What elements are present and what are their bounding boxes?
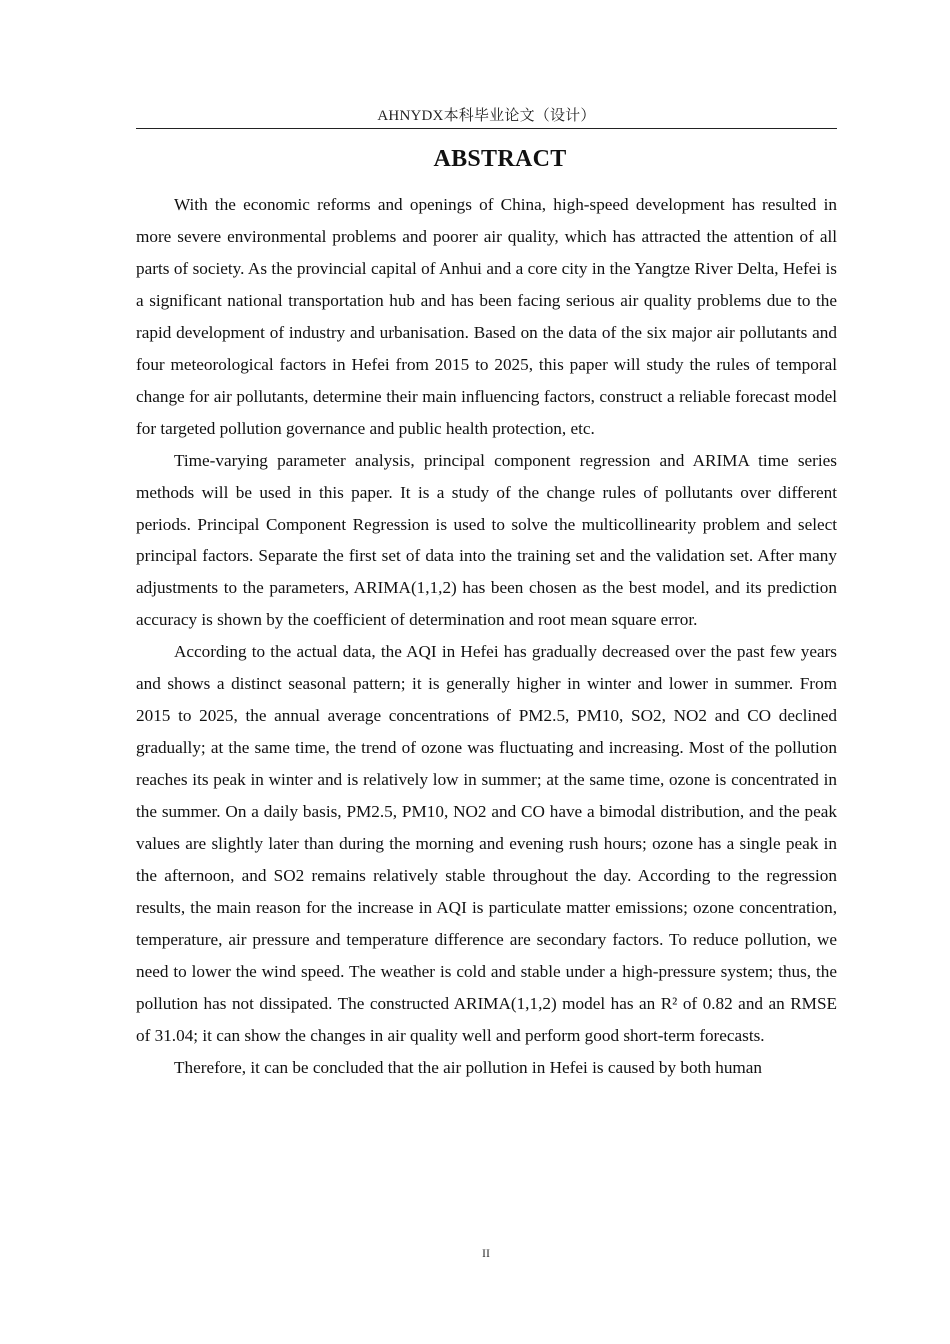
abstract-title: ABSTRACT <box>433 146 567 172</box>
abstract-paragraph-4: Therefore, it can be concluded that the air pollution in Hefei is caused by both human <box>174 1057 763 1077</box>
abstract-paragraph-2: Time-varying parameter analysis, principal component regression and ARIMA time series methods will be used in this paper. It is a study of the change rules of pollutants over different periods. Principal Component Regression is used to solve the multicollinearity problem and select principal factors. Separate the first set of data into the training set and the validation set. After many adjustments to the parameters, ARIMA(1,1,2) has been chosen as the best model, and its prediction accuracy is shown by the coefficient of determination and root mean square error. <box>136 450 837 630</box>
abstract-body <box>136 189 837 1084</box>
running-header: AHNYDX本科毕业论文（设计） <box>377 108 596 124</box>
header-rule <box>136 128 837 129</box>
page-number: II <box>482 1246 490 1260</box>
abstract-paragraph-1: With the economic reforms and openings of China, high-speed development has resulted in more severe environmental problems and poorer air quality, which has attracted the attention of all parts of society. As the provincial capital of Anhui and a core city in the Yangtze River Delta, Hefei is a significant national transportation hub and has been facing serious air quality problems due to the rapid development of industry and urbanisation. Based on the data of the six major air pollutants and four meteorological factors in Hefei from 2015 to 2025, this paper will study the rules of temporal change for air pollutants, determine their main influencing factors, construct a reliable forecast model for targeted pollution governance and public health protection, etc. <box>136 195 837 438</box>
abstract-paragraph-3: According to the actual data, the AQI in Hefei has gradually decreased over the past few years and shows a distinct seasonal pattern; it is generally higher in winter and lower in summer. From 2015 to 2025, the annual average concentrations of PM2.5, PM10, SO2, NO2 and CO declined gradually; at the same time, the trend of ozone was fluctuating and increasing. Most of the pollution reaches its peak in winter and is relatively low in summer; at the same time, ozone is concentrated in the summer. On a daily basis, PM2.5, PM10, NO2 and CO have a bimodal distribution, and the peak values are slightly later than during the morning and evening rush hours; ozone has a single peak in the afternoon, and SO2 remains relatively stable throughout the day. According to the regression results, the main reason for the increase in AQI is particulate matter emissions; ozone concentration, temperature, air pressure and temperature difference are secondary factors. To reduce pollution, we need to lower the wind speed. The weather is cold and stable under a high-pressure system; thus, the pollution has not dissipated. The constructed ARIMA(1,1,2) model has an R² of 0.82 and an RMSE of 31.04; it can show the changes in air quality well and perform good short-term forecasts. <box>136 642 837 1045</box>
